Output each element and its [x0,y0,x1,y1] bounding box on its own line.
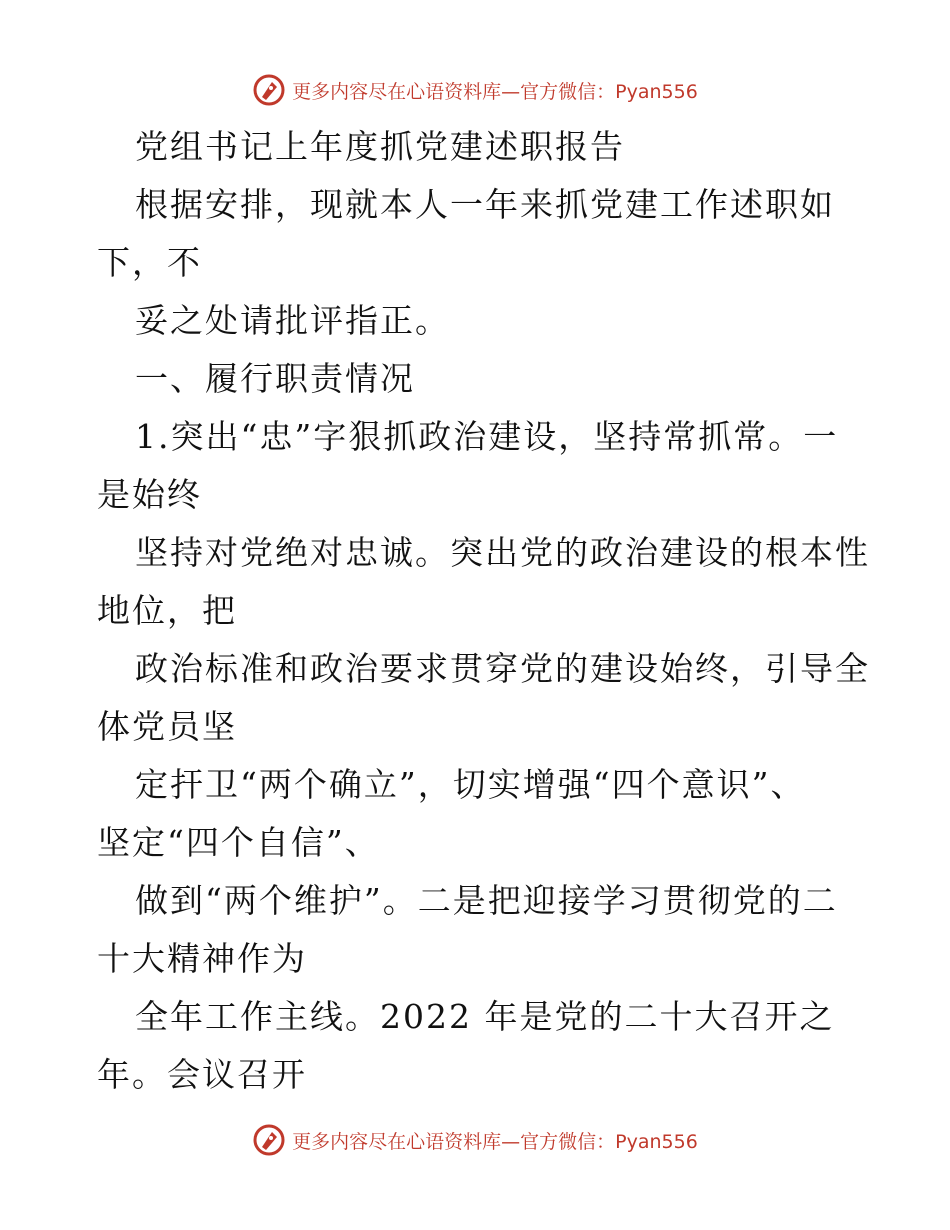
paragraph-line: 妥之处请批评指正。 [135,301,450,340]
paragraph-line: 体党员坚 [97,707,237,746]
paragraph-line: 做到“两个维护”。二是把迎接学习贯彻党的二 [135,881,838,920]
paragraph-line: 根据安排，现就本人一年来抓党建工作述职如 [135,185,835,224]
paragraph-line: 一、履行职责情况 [135,359,415,398]
paragraph-line: 1.突出“忠”字狠抓政治建设，坚持常抓常。一 [135,417,839,456]
pen-nib-logo-icon [252,73,286,107]
paragraph-line: 坚持对党绝对忠诚。突出党的政治建设的根本性 [135,533,870,572]
header-banner [0,70,950,110]
paragraph-line: 十大精神作为 [97,939,307,978]
paragraph-line: 是始终 [97,475,202,514]
document-title: 党组书记上年度抓党建述职报告 [135,127,625,166]
footer-banner [0,1120,950,1160]
paragraph-line: 全年工作主线。2022 年是党的二十大召开之 [135,997,835,1036]
document-body [97,118,870,1104]
paragraph-line: 年。会议召开 [97,1055,307,1094]
pen-nib-logo-icon [252,1123,286,1157]
footer-banner-text: 更多内容尽在心语资料库—官方微信：Pyan556 [292,1130,698,1153]
header-banner-text: 更多内容尽在心语资料库—官方微信：Pyan556 [292,80,698,103]
paragraph-line: 定扞卫“两个确立”，切实增强“四个意识”、 [135,765,806,804]
paragraph-line: 下，不 [97,243,202,282]
paragraph-line: 坚定“四个自信”、 [97,823,380,862]
paragraph-line: 地位，把 [97,591,237,630]
paragraph-line: 政治标准和政治要求贯穿党的建设始终，引导全 [135,649,870,688]
